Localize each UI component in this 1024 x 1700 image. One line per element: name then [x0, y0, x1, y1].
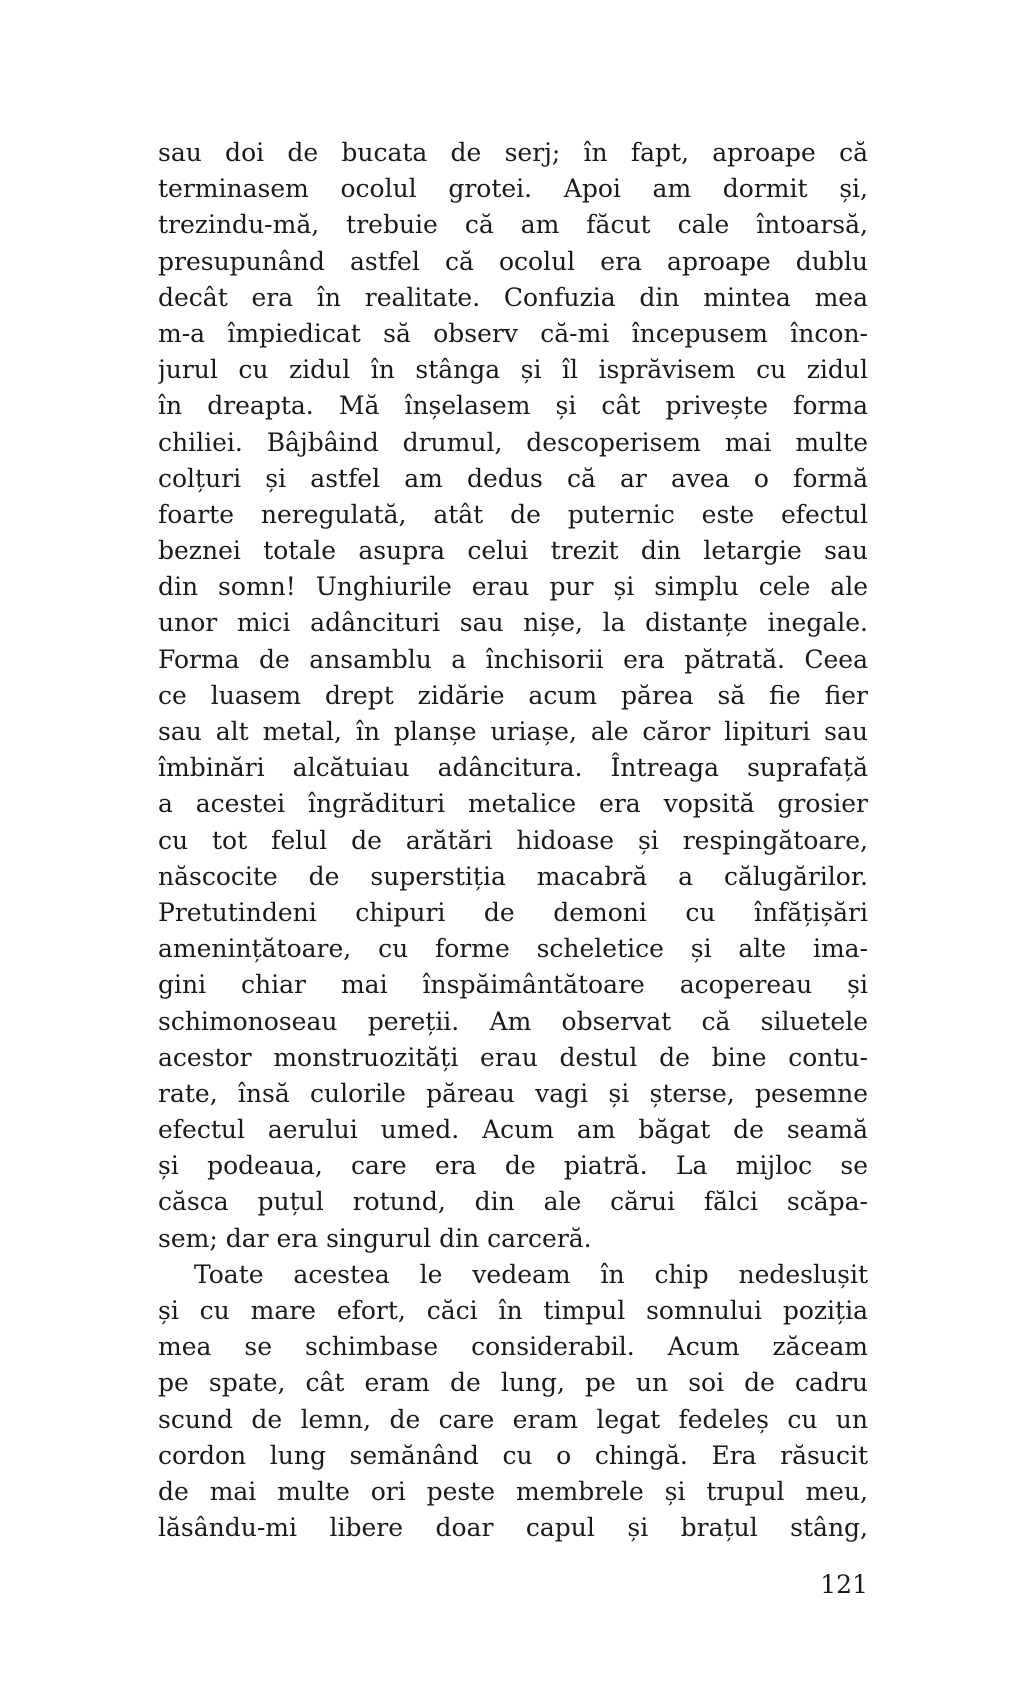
- text-line: și cu mare efort, căci în timpul somnului poziția: [158, 1296, 868, 1325]
- text-line: ce luasem drept zidărie acum părea să fie fier: [158, 680, 868, 710]
- text-line: sau doi de bucata de serj; în fapt, aproape că: [158, 138, 868, 167]
- text-line: căsca puțul rotund, din ale cărui fălci scăpa-: [158, 1187, 868, 1217]
- text-line: presupunând astfel că ocolul era aproape dublu: [158, 246, 868, 276]
- text-line: rate, însă culorile păreau vagi și șterse, pesemne: [158, 1078, 868, 1108]
- text-line: îmbinări alcătuiau adâncitura. Întreaga suprafață: [158, 753, 868, 783]
- text-line: și podeaua, care era de piatră. La mijloc se: [158, 1151, 868, 1181]
- text-line: chiliei. Bâjbâind drumul, descoperisem mai multe: [158, 427, 868, 457]
- text-line: lăsându-mi libere doar capul și brațul stâng,: [158, 1513, 868, 1543]
- text-line: efectul aerului umed. Acum am băgat de seamă: [158, 1115, 868, 1145]
- text-line: jurul cu zidul în stânga și îl isprăvisem cu zidul: [158, 355, 868, 385]
- text-line: pe spate, cât eram de lung, pe un soi de cadru: [158, 1368, 868, 1398]
- text-line: m-a împiedicat să observ că-mi începusem încon-: [158, 318, 868, 348]
- text-line: trezindu-mă, trebuie că am făcut cale întoarsă,: [158, 210, 868, 240]
- text-line: Forma de ansamblu a închisorii era pătrată. Ceea: [158, 644, 868, 674]
- text-line: de mai multe ori peste membrele și trupul meu,: [158, 1476, 868, 1506]
- text-line: gini chiar mai înspăimântătoare acopereau și: [158, 970, 868, 1000]
- text-line: decât era în realitate. Confuzia din mintea mea: [158, 282, 868, 312]
- text-line: în dreapta. Mă înșelasem și cât privește forma: [158, 391, 868, 421]
- text-line: a acestei îngrădituri metalice era vopsită grosier: [158, 789, 868, 819]
- text-line: terminasem ocolul grotei. Apoi am dormit și,: [158, 174, 868, 204]
- text-line: cordon lung semănând cu o chingă. Era răsucit: [158, 1440, 868, 1470]
- page-number: 121: [820, 1570, 868, 1599]
- text-line: amenințătoare, cu forme scheletice și alte ima-: [158, 934, 868, 964]
- text-line: scund de lemn, de care eram legat fedeleș cu un: [158, 1404, 868, 1434]
- text-line: Pretutindeni chipuri de demoni cu înfățișări: [158, 897, 868, 927]
- text-line: acestor monstruozități erau destul de bine contu-: [158, 1042, 868, 1072]
- text-line: Toate acestea le vedeam în chip nedeslușit: [194, 1259, 868, 1289]
- text-line: beznei totale asupra celui trezit din letargie sau: [158, 536, 868, 566]
- text-line: colțuri și astfel am dedus că ar avea o formă: [158, 463, 868, 493]
- text-line: din somn! Unghiurile erau pur și simplu cele ale: [158, 572, 868, 602]
- text-line: sau alt metal, în planșe uriașe, ale căror lipituri sau: [158, 717, 868, 746]
- text-line: sem; dar era singurul din carceră.: [158, 1223, 592, 1253]
- text-line: născocite de superstiția macabră a călugărilor.: [158, 861, 868, 891]
- text-line: foarte neregulată, atât de puternic este efectul: [158, 499, 868, 529]
- body-text: [158, 135, 868, 1546]
- text-line: schimonoseau pereții. Am observat că siluetele: [158, 1006, 868, 1036]
- text-line: mea se schimbase considerabil. Acum zăceam: [158, 1332, 868, 1362]
- text-line: cu tot felul de arătări hidoase și respingătoare,: [158, 825, 868, 855]
- text-line: unor mici adâncituri sau nișe, la distanțe inegale.: [158, 608, 868, 638]
